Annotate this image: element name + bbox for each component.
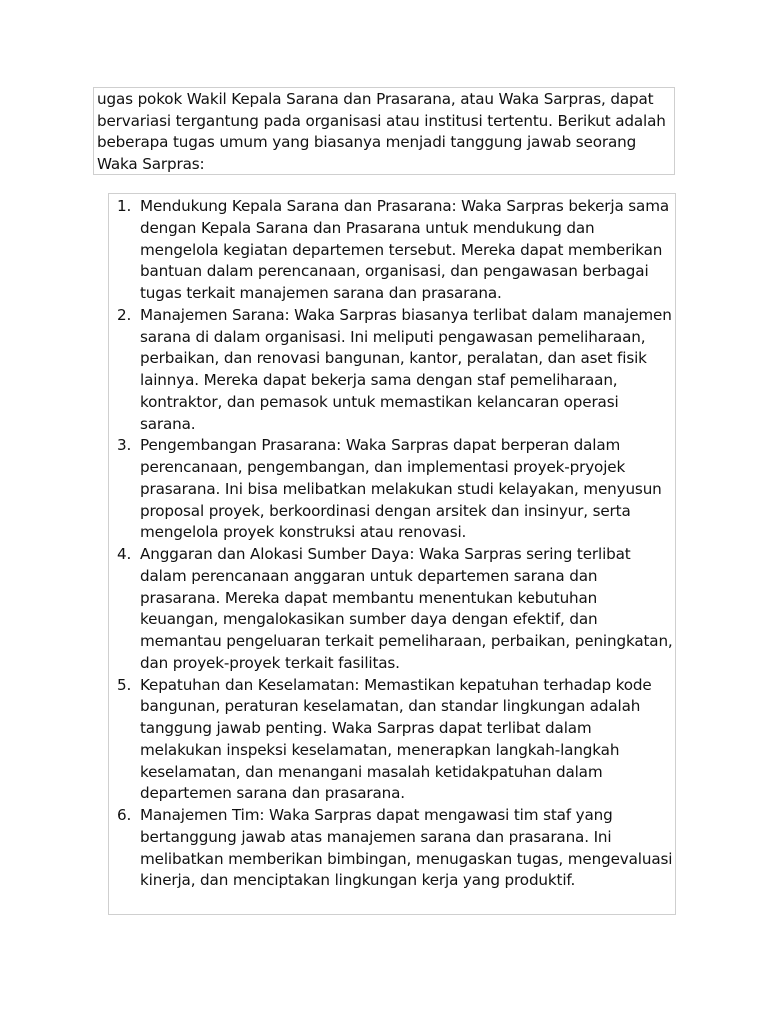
intro-paragraph-box <box>93 87 675 175</box>
duties-list <box>108 193 676 915</box>
list-item <box>109 544 673 675</box>
list-item <box>109 196 673 305</box>
list-item-number: 4. <box>117 545 132 563</box>
list-item-number: 3. <box>117 436 132 455</box>
intro-paragraph: ugas pokok Wakil Kepala Sarana dan Prasarana, atau Waka Sarpras, dapat bervariasi tergantung pada organisasi atau institusi tertentu. Berikut adalah beberapa tugas umum yang biasanya menjadi tanggung jawab seorang Waka Sarpras: <box>97 90 666 173</box>
list-item-number: 5. <box>117 675 132 694</box>
list-item-text: Manajemen Sarana: Waka Sarpras biasanya terlibat dalam manajemen sarana di dalam organisasi. Ini meliputi pengawasan pemeliharaan, perbaikan, dan renovasi bangunan, kantor, peralatan, dan aset fisik lainnya. Mereka dapat bekerja sama dengan staf pemeliharaan, kontraktor, dan pemasok untuk memastikan kelancaran operasi sarana. <box>140 305 672 433</box>
list-item-text: Pengembangan Prasarana: Waka Sarpras dapat berperan dalam perencanaan, pengembangan, dan implementasi proyek-pryojek prasarana. Ini bisa melibatkan melakukan studi kelayakan, menyusun proposal proyek, berkoordinasi dengan arsitek dan insinyur, serta mengelola proyek konstruksi atau renovasi. <box>140 436 662 542</box>
list-item-number: 6. <box>117 806 132 824</box>
list-item-text: Kepatuhan dan Keselamatan: Memastikan kepatuhan terhadap kode bangunan, peraturan keselamatan, dan standar lingkungan adalah tanggung jawab penting. Waka Sarpras dapat terlibat dalam melakukan inspeksi keselamatan, menerapkan langkah-langkah keselamatan, dan menangani masalah ketidakpatuhan dalam departemen sarana dan prasarana. <box>140 675 652 803</box>
list-item-text: Manajemen Tim: Waka Sarpras dapat mengawasi tim staf yang bertanggung jawab atas manajemen sarana dan prasarana. Ini melibatkan memberikan bimbingan, menugaskan tugas, mengevaluasi kinerja, dan menciptakan lingkungan kerja yang produktif. <box>140 806 673 890</box>
list-item <box>109 435 673 544</box>
list-item <box>109 675 673 806</box>
list-item <box>109 805 673 892</box>
list-item-text: Anggaran dan Alokasi Sumber Daya: Waka Sarpras sering terlibat dalam perencanaan anggaran untuk departemen sarana dan prasarana. Mereka dapat membantu menentukan kebutuhan keuangan, mengalokasikan sumber daya dengan efektif, dan memantau pengeluaran terkait pemeliharaan, perbaikan, peningkatan, dan proyek-proyek terkait fasilitas. <box>140 545 673 672</box>
list-item-number: 2. <box>117 305 132 324</box>
list-item <box>109 305 673 436</box>
list-item-number: 1. <box>117 197 132 215</box>
list-item-text: Mendukung Kepala Sarana dan Prasarana: Waka Sarpras bekerja sama dengan Kepala Sarana dan Prasarana untuk mendukung dan mengelola kegiatan departemen tersebut. Mereka dapat memberikan bantuan dalam perencanaan, organisasi, dan pengawasan berbagai tugas terkait manajemen sarana dan prasarana. <box>140 197 670 302</box>
